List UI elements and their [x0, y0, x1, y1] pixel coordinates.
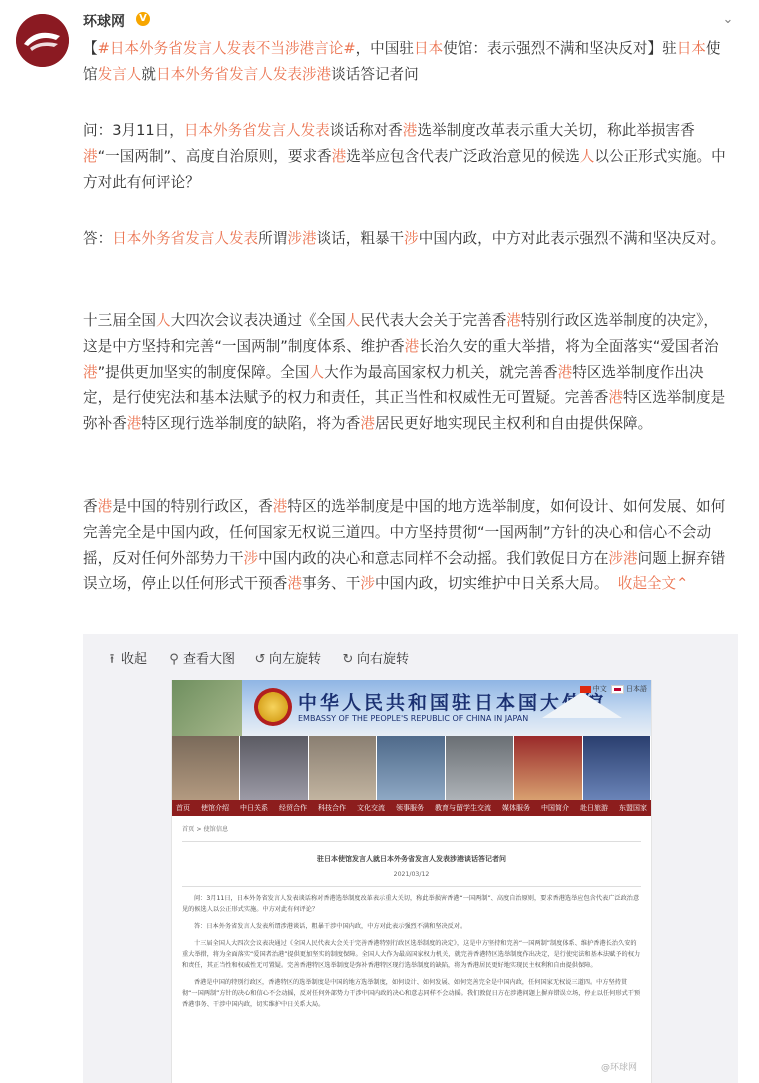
arrow-up-icon: ⭱ — [109, 652, 115, 667]
mount-fuji-image — [542, 692, 622, 718]
language-switch: 中文 日本語 — [578, 684, 647, 694]
embassy-nav-item: 领事服务 — [396, 804, 424, 812]
keyword-highlight: 涉 — [360, 575, 375, 593]
china-flag-icon — [580, 686, 591, 693]
embassy-banner — [172, 680, 651, 736]
paragraph-text: 谈话，粗暴干 — [316, 230, 405, 247]
keyword-highlight: 港 — [126, 415, 142, 433]
post-paragraph-stance — [83, 494, 728, 597]
rotate-right-icon: ↻ — [342, 652, 354, 667]
embassy-nav-bar — [172, 800, 651, 816]
embassy-nav-item: 首页 — [176, 804, 190, 812]
keyword-highlight: 港 — [83, 363, 98, 381]
keyword-highlight: 港 — [557, 363, 573, 381]
rotate-left-button[interactable]: ↺ 向左旋转 — [254, 652, 322, 667]
embassy-nav-item: 东盟国家 — [619, 804, 647, 812]
breadcrumb: 首页 > 使馆信息 — [182, 826, 229, 833]
chevron-up-icon: ⌃ — [676, 575, 689, 593]
photo-strip — [172, 736, 651, 800]
embassy-title: 中华人民共和国驻日本国大使馆 — [298, 692, 607, 714]
keyword-highlight: 日本 — [413, 40, 444, 57]
keyword-highlight: 涉港 — [287, 230, 317, 247]
embassy-nav-item: 经贸合作 — [279, 804, 307, 812]
keyword-highlight: 日本外务省发言人发表 — [183, 122, 330, 139]
keyword-highlight: 港 — [404, 337, 420, 355]
headline-text: 使馆 — [83, 40, 721, 83]
headline-text: 使馆：表示强烈不满和坚决反对】驻 — [443, 40, 677, 57]
paragraph-text: 问：3月11日， — [83, 122, 184, 139]
keyword-highlight: 人 — [309, 363, 325, 381]
paragraph-text: 特别行政区选举制度的决定》，这是中方坚持和完善“一国两制”制度体系、维护香 — [83, 312, 718, 355]
paragraph-text: 特区选举制度作出决定，是行使宪法和基本法赋予的权力和责任，其正当性和权威性无可置疑。完善香 — [83, 363, 704, 407]
verified-badge-icon: V — [136, 12, 150, 26]
keyword-highlight: 港 — [360, 415, 375, 433]
avatar[interactable] — [16, 14, 69, 67]
embassy-nav-item: 文化交流 — [357, 804, 385, 812]
keyword-highlight: 人 — [345, 312, 361, 329]
embassy-screenshot-image[interactable] — [171, 680, 652, 1083]
paragraph-text: 大四次会议表决通过《全国 — [170, 312, 346, 329]
post-headline — [83, 36, 728, 88]
view-large-button[interactable]: ⚲ 查看大图 — [167, 652, 235, 668]
paragraph-text: 所谓 — [258, 230, 288, 247]
paragraph-text: 特区的选举制度是中国的地方选举制度，如何设计、如何发展、如何完善完全是中国内政，任何国家无权说三道四。中方坚持贯彻“一国两制”方针的决心和信心不会动摇，反对任何外部势力干 — [83, 498, 726, 567]
paragraph-text: 是中国的特别行政区，香 — [112, 498, 273, 515]
paragraph-text: ”提供更加坚实的制度保障。全国 — [97, 363, 310, 381]
paragraph-text: 以公正形式实施。中方对此有何评论？ — [83, 147, 726, 191]
headline-text: ，中国驻 — [355, 40, 414, 57]
paragraph-text: 选举应包含代表广泛政治意见的候选 — [346, 147, 580, 165]
paragraph-text: 选举制度改革表示重大关切，称此举损害香 — [417, 122, 695, 139]
chevron-down-icon[interactable]: ⌄ — [722, 12, 734, 27]
embassy-nav-item: 中日关系 — [240, 804, 268, 812]
keyword-highlight: 港 — [402, 122, 418, 139]
media-panel — [83, 634, 738, 1083]
embassy-nav-item: 媒体服务 — [502, 804, 530, 812]
paragraph-text: 中国内政，切实维护中日关系大局。 — [374, 575, 609, 593]
paragraph-text: 中国内政的决心和意志同样不会动摇。我们敦促日方在 — [258, 549, 609, 567]
embassy-nav-item: 使馆介绍 — [201, 804, 229, 812]
document-body — [182, 893, 641, 1010]
japan-flag-icon — [611, 685, 624, 694]
keyword-highlight: 涉 — [404, 230, 419, 247]
embassy-nav-item: 中国简介 — [541, 804, 569, 812]
globaltimes-logo-icon — [16, 14, 69, 67]
collapse-media-button[interactable]: ⭱ 收起 — [105, 652, 147, 668]
keyword-highlight: 人 — [579, 147, 595, 165]
paragraph-text: 特区现行选举制度的缺陷，将为香 — [141, 415, 361, 433]
rotate-left-icon: ↺ — [254, 652, 266, 667]
rotate-right-button[interactable]: ↻ 向右旋转 — [342, 652, 410, 667]
watermark: @环球网 — [600, 1063, 637, 1073]
embassy-document — [182, 824, 641, 1016]
magnifier-icon: ⚲ — [169, 652, 179, 667]
paragraph-text: 十三届全国 — [83, 312, 156, 329]
author-name[interactable]: 环球网 — [83, 14, 125, 30]
keyword-highlight: 港 — [608, 389, 623, 407]
keyword-highlight: 港 — [331, 147, 347, 165]
post-paragraph-decision — [83, 308, 728, 437]
collapse-full-text-link[interactable]: 收起全文⌃ — [608, 575, 688, 592]
paragraph-text: 中国内政，中方对此表示强烈不满和坚决反对。 — [418, 230, 726, 247]
document-paragraph: 十三届全国人大四次会议表决通过《全国人民代表大会关于完善香港特别行政区选举制度的决定》，这是中方坚持和完善“一国两制”制度体系、维护香港长治久安的重大举措，将为全面落实“爱国者治港”提供更加坚实的制度保障。全国人大作为最高国家权力机关，就完善香港特区选举制度作出决定，是行使宪法和基本法赋予的权力和责任，其正当性和权威性无可置疑。完善香港特区选举制度是弥补香港特区现行选举制度的缺陷，将为香港居民更好地实现民主权利和自由提供保障。 — [182, 940, 641, 969]
embassy-nav-item: 赴日旅游 — [580, 804, 608, 812]
keyword-highlight: 日本外务省发言人发表涉港 — [156, 65, 332, 83]
document-title: 驻日本使馆发言人就日本外务省发言人发表涉港谈话答记者问 — [317, 855, 506, 863]
keyword-highlight: 港 — [506, 312, 521, 329]
paragraph-text: 特区选举制度是弥补香 — [83, 389, 726, 433]
paragraph-text: 答： — [83, 230, 113, 247]
embassy-nav-item: 教育与留学生交流 — [435, 804, 491, 812]
keyword-highlight: 涉港 — [608, 549, 638, 567]
keyword-highlight: 港 — [83, 147, 98, 165]
keyword-highlight: 涉 — [243, 549, 259, 567]
national-emblem-icon — [254, 688, 292, 726]
document-paragraph: 问：3月11日，日本外务省发言人发表谈话称对香港选举制度改革表示重大关切，称此举损害香港“一国两制”、高度自治原则，要求香港选举应包含代表广泛政治意见的候选人以公正形式实施。中方对此有何评论？ — [182, 895, 640, 913]
keyword-highlight: 港 — [272, 498, 288, 515]
topic-link[interactable]: #日本外务省发言人发表不当涉港言论# — [97, 40, 356, 57]
headline-text: 就 — [141, 65, 157, 83]
paragraph-text: 民代表大会关于完善香 — [360, 312, 507, 329]
post-paragraph-answer — [83, 226, 728, 252]
paragraph-text: 大作为最高国家权力机关，就完善香 — [324, 363, 558, 381]
paragraph-text: “一国两制”、高度自治原则，要求香 — [97, 147, 332, 165]
keyword-highlight: 发言人 — [97, 65, 142, 83]
paragraph-text: 问题上摒弃错误立场，停止以任何形式干预香 — [83, 549, 726, 593]
embassy-subtitle: EMBASSY OF THE PEOPLE'S REPUBLIC OF CHINA IN JAPAN — [298, 714, 529, 723]
headline-text: 谈话答记者问 — [331, 65, 419, 83]
document-paragraph: 香港是中国的特别行政区，香港特区的选举制度是中国的地方选举制度，如何设计、如何发展、如何完善完全是中国内政，任何国家无权说三道四。中方坚持贯彻“一国两制”方针的决心和信心不会动摇，反对任何外部势力干涉中国内政的决心和意志同样不会动摇。我们敦促日方在涉港问题上摒弃错误立场，停止以任何形式干预香港事务、干涉中国内政，切实维护中日关系大局。 — [182, 979, 641, 1008]
keyword-highlight: 人 — [155, 312, 171, 329]
keyword-highlight: 港 — [97, 498, 113, 515]
paragraph-text: 长治久安的重大举措，将为全面落实“爱国者治 — [419, 337, 719, 355]
embassy-nav-item: 科技合作 — [318, 804, 346, 812]
paragraph-text: 居民更好地实现民主权利和自由提供保障。 — [374, 415, 653, 433]
paragraph-text: 事务、干 — [301, 575, 361, 593]
paragraph-text: 香 — [83, 498, 98, 515]
keyword-highlight: 日本 — [676, 40, 706, 57]
headline-text: 【 — [83, 40, 98, 57]
great-wall-image — [172, 680, 242, 736]
document-date: 2021/03/12 — [393, 871, 430, 878]
document-paragraph: 答：日本外务省发言人发表所谓涉港谈话，粗暴干涉中国内政，中方对此表示强烈不满和坚决反对。 — [194, 923, 467, 930]
keyword-highlight: 日本外务省发言人发表 — [112, 230, 259, 247]
post-paragraph-question — [83, 118, 728, 195]
keyword-highlight: 港 — [287, 575, 302, 593]
paragraph-text: 谈话称对香 — [329, 122, 403, 139]
